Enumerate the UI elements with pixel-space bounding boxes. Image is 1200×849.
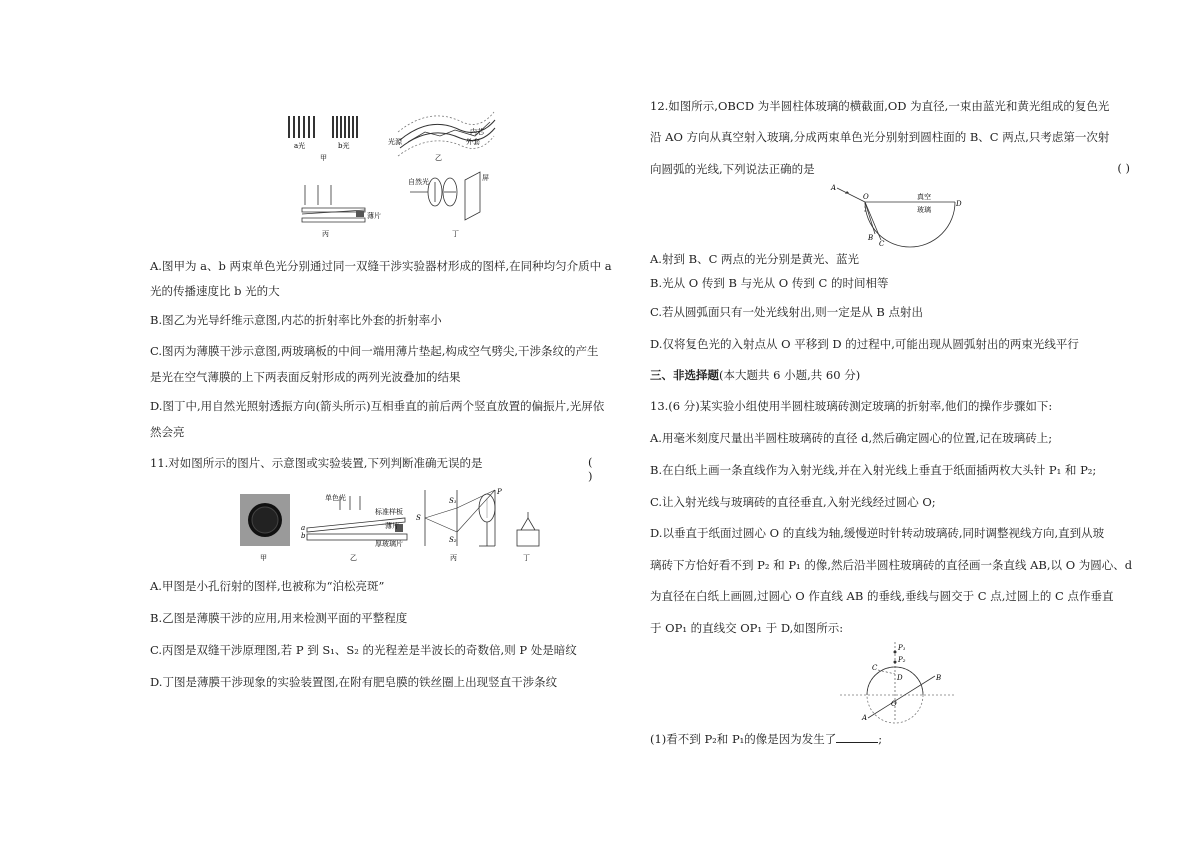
q13-stem: 13.(6 分)某实验小组使用半圆柱玻璃砖测定玻璃的折射率,他们的操作步骤如下: — [650, 399, 1053, 413]
q13-sub1-answer-blank[interactable] — [836, 732, 878, 743]
label-inner-core: 内芯 — [470, 128, 484, 136]
q11-label-s: S — [416, 514, 421, 522]
q11-label-jia: 甲 — [260, 554, 267, 562]
thin-film-wedge-diagram — [302, 185, 365, 222]
q10-figures — [280, 110, 510, 245]
q12-label-c: C — [879, 240, 885, 248]
label-bing: 丙 — [322, 230, 329, 238]
label-light-source: 光源 — [388, 138, 402, 146]
q12-label-d: D — [956, 200, 962, 208]
q13-step-d-line1: D.以垂直于纸面过圆心 O 的直线为轴,缓慢逆时针转动玻璃砖,同时调整视线方向,直到从玻 — [650, 526, 1105, 540]
q10-option-d-line1: D.图丁中,用自然光照射透振方向(箭头所示)互相垂直的前后两个竖直放置的偏振片,光屏依 — [150, 399, 605, 413]
label-yi: 乙 — [435, 154, 442, 162]
q10-option-c-line2: 是光在空气薄膜的上下两表面反射形成的两列光波叠加的结果 — [150, 370, 461, 384]
q11-label-yi: 乙 — [350, 554, 357, 562]
q13-label-d: D — [897, 674, 903, 682]
q11-label-s1: S₁ — [449, 497, 457, 505]
q13-sub1-suffix: ; — [878, 732, 883, 746]
section-three-note: (本大题共 6 小题,共 60 分) — [719, 368, 861, 382]
q13-step-d-line2: 璃砖下方恰好看不到 P₂ 和 P₁ 的像,然后沿半圆柱玻璃砖的直径画一条直线 AB,以 O 为圆心、d — [650, 558, 1133, 572]
q12-figure — [825, 182, 965, 248]
q13-label-c: C — [872, 664, 878, 672]
q11-label-mono-light: 单色光 — [325, 494, 346, 502]
label-ding: 丁 — [452, 230, 459, 238]
soap-film-apparatus — [479, 494, 539, 546]
q11-label-ding: 丁 — [523, 554, 530, 562]
q11-label-s2: S₂ — [449, 536, 457, 544]
label-outer-cladding: 外套 — [466, 138, 480, 146]
q11-option-b: B.乙图是薄膜干涉的应用,用来检测平面的平整程度 — [150, 611, 408, 625]
q11-label-p: P — [497, 488, 502, 496]
q13-step-a: A.用毫米刻度尺量出半圆柱玻璃砖的直径 d,然后确定圆心的位置,记在玻璃砖上; — [650, 431, 1053, 445]
label-screen: 屏 — [482, 174, 489, 182]
q10-option-d-line2: 然会亮 — [150, 425, 185, 439]
q11-stem: 11.对如图所示的图片、示意图或实验装置,下列判断准确无误的是 — [150, 456, 483, 470]
fringe-pattern-b — [332, 116, 358, 138]
q12-label-b: B — [868, 234, 874, 242]
q10-option-b: B.图乙为光导纤维示意图,内芯的折射率比外套的折射率小 — [150, 313, 442, 327]
q10-option-a-line1: A.图甲为 a、b 两束单色光分别通过同一双缝干涉实验器材形成的图样,在同种均匀介质中 a — [150, 259, 612, 273]
q12-stem-line1: 12.如图所示,OBCD 为半圆柱体玻璃的横截面,OD 为直径,一束由蓝光和黄光组成的复色光 — [650, 99, 1110, 113]
label-jia: 甲 — [320, 154, 327, 162]
q13-sub1 — [650, 731, 882, 747]
q12-stem-line3: 向圆弧的光线,下列说法正确的是 — [650, 162, 815, 176]
q13-sub1-prefix: (1)看不到 P₂和 P₁的像是因为发生了 — [650, 732, 837, 746]
q11-option-c: C.丙图是双缝干涉原理图,若 P 到 S₁、S₂ 的光程差是半波长的奇数倍,则 P 处是暗纹 — [150, 643, 577, 657]
q13-step-b: B.在白纸上画一条直线作为入射光线,并在入射光线上垂直于纸面插两枚大头针 P₁ 和 P₂; — [650, 463, 1097, 477]
q13-label-a: A — [862, 714, 868, 722]
label-natural-light: 自然光 — [408, 178, 429, 186]
q13-label-p2: P₂ — [898, 656, 906, 664]
q12-option-d: D.仅将复色光的入射点从 O 平移到 D 的过程中,可能出现从圆弧射出的两束光线平行 — [650, 337, 1079, 351]
q11-figures — [235, 488, 565, 568]
q13-label-b: B — [936, 674, 942, 682]
q13-step-d-line4: 于 OP₁ 的直线交 OP₁ 于 D,如图所示: — [650, 621, 844, 635]
section-three-heading — [650, 367, 860, 383]
label-thin-sheet: 薄片 — [367, 212, 381, 220]
q11-label-thick-glass: 厚玻璃片 — [375, 540, 403, 548]
label-b-light: b光 — [338, 142, 350, 150]
q13-figure — [840, 640, 980, 724]
fringe-pattern-a — [288, 116, 315, 138]
q11-label-standard-plate: 标准样板 — [375, 508, 403, 516]
q10-option-a-line2: 光的传播速度比 b 光的大 — [150, 284, 280, 298]
q12-option-c: C.若从圆弧面只有一处光线射出,则一定是从 B 点射出 — [650, 305, 923, 319]
q12-label-glass: 玻璃 — [917, 206, 931, 214]
q13-label-o: O — [891, 700, 897, 708]
section-three-title: 三、非选择题 — [650, 368, 719, 382]
q12-label-a: A — [831, 184, 837, 192]
q12-label-o: O — [863, 193, 869, 201]
q12-label-vacuum: 真空 — [917, 193, 931, 201]
flatness-test-diagram — [307, 496, 407, 540]
q11-option-a: A.甲图是小孔衍射的图样,也被称为“泊松亮斑” — [150, 579, 385, 593]
q12-stem-line2: 沿 AO 方向从真空射入玻璃,分成两束单色光分别射到圆柱面的 B、C 两点,只考虑第一次射 — [650, 130, 1110, 144]
double-slit-diagram — [425, 490, 495, 546]
q13-label-p1: P₁ — [898, 644, 906, 652]
q12-answer-paren[interactable]: ( ) — [1117, 161, 1130, 175]
q11-option-d: D.丁图是薄膜干涉现象的实验装置图,在附有肥皂膜的铁丝圈上出现竖直干涉条纹 — [150, 675, 558, 689]
q11-label-bing: 丙 — [450, 554, 457, 562]
q11-label-a: a — [301, 524, 306, 532]
q10-option-c-line1: C.图丙为薄膜干涉示意图,两玻璃板的中间一端用薄片垫起,构成空气劈尖,干涉条纹的产生 — [150, 344, 599, 358]
q11-label-thin-sheet: 薄片 — [385, 522, 399, 530]
label-a-light: a光 — [294, 142, 306, 150]
q11-label-b: b — [301, 532, 306, 540]
q12-option-a: A.射到 B、C 两点的光分别是黄光、蓝光 — [650, 252, 860, 266]
q11-answer-paren[interactable]: ( ) — [588, 455, 593, 483]
q13-step-d-line3: 为直径在白纸上画圆,过圆心 O 作直线 AB 的垂线,垂线与圆交于 C 点,过圆上的 C 点作垂直 — [650, 589, 1114, 603]
q12-option-b: B.光从 O 传到 B 与光从 O 传到 C 的时间相等 — [650, 276, 889, 290]
q13-step-c: C.让入射光线与玻璃砖的直径垂直,入射光线经过圆心 O; — [650, 495, 936, 509]
